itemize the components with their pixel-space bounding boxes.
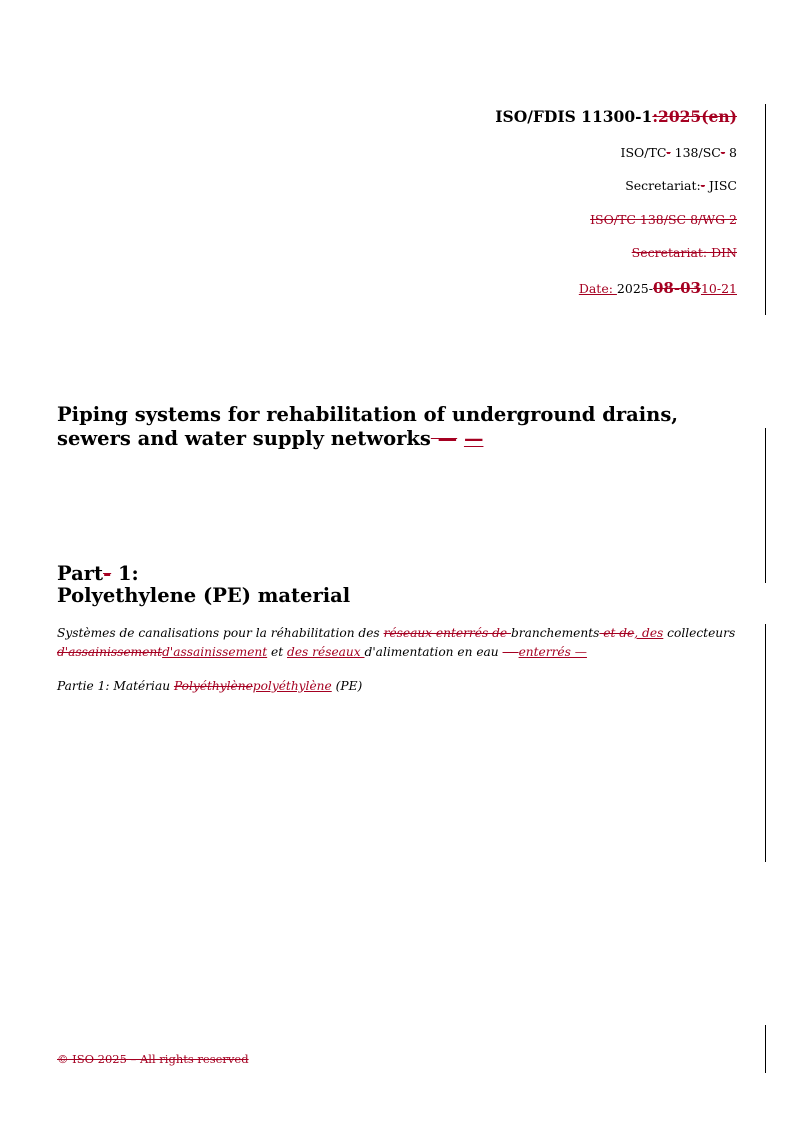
- fr-deleted-2: et de: [599, 626, 635, 640]
- document-title: [57, 403, 747, 451]
- change-bar-footer: [765, 1025, 766, 1073]
- part-number: 1:: [111, 562, 139, 585]
- title-space: [457, 427, 464, 450]
- document-date: [579, 279, 737, 297]
- fr-part-prefix: Partie 1: Matériau: [57, 679, 174, 693]
- date-label: Date:: [578, 281, 617, 296]
- committee-sc: 138/SC: [670, 145, 721, 160]
- fr-inserted-1: , des: [634, 626, 664, 640]
- part-deleted-hyphen: -: [103, 562, 112, 585]
- fr-text-3: collecteurs: [663, 626, 736, 640]
- fr-text-2: branchements: [510, 626, 600, 640]
- fr-part-inserted: polyéthylène: [252, 679, 332, 693]
- secretariat-label: Secretariat:: [625, 178, 701, 193]
- change-bar-french: [765, 624, 766, 862]
- part-number-line: [57, 563, 350, 585]
- fr-text-1: Systèmes de canalisations pour la réhabilitation des: [57, 626, 384, 640]
- committee-deleted-hyphen: -: [666, 145, 671, 160]
- fr-inserted-3: des réseaux: [287, 645, 365, 659]
- committee-tc: ISO/TC: [620, 145, 667, 160]
- document-id-deleted: :2025(en): [652, 107, 737, 126]
- date-old-deleted: 08-03: [652, 279, 701, 297]
- french-part-title: [57, 677, 757, 696]
- fr-part-deleted: Polyéthylène: [173, 679, 253, 693]
- secretariat-value: JISC: [704, 178, 737, 193]
- copyright-deleted: © ISO 2025 – All rights reserved: [57, 1052, 249, 1066]
- secretariat: [625, 178, 737, 193]
- committee-number: 8: [725, 145, 737, 160]
- title-text: Piping systems for rehabilitation of underground drains, sewers and water supply networks: [57, 403, 679, 450]
- date-year: 2025-: [616, 281, 653, 296]
- fr-text-5: d'alimentation en eau: [364, 645, 503, 659]
- working-group-deleted: ISO/TC 138/SC 8/WG 2: [590, 212, 737, 227]
- fr-inserted-2: d'assainissement: [162, 645, 268, 659]
- secretariat-deleted-hyphen: -: [700, 178, 705, 193]
- fr-part-suffix: (PE): [331, 679, 363, 693]
- part-subtitle: Polyethylene (PE) material: [57, 584, 351, 607]
- french-title: [57, 624, 757, 662]
- document-id-main: ISO/FDIS 11300-1: [495, 107, 653, 126]
- document-id: [495, 107, 737, 126]
- fr-deleted-3: d'assainissement: [57, 645, 163, 659]
- secretariat-deleted: Secretariat: DIN: [631, 245, 737, 260]
- fr-deleted-1: réseaux enterrés de: [383, 626, 511, 640]
- fr-deleted-4: —: [502, 645, 519, 659]
- committee-reference: [621, 145, 737, 160]
- fr-text-4: et: [267, 645, 288, 659]
- change-bar-title: [765, 428, 766, 583]
- committee-deleted-hyphen-2: -: [720, 145, 726, 160]
- title-deleted-dash: —: [430, 427, 458, 450]
- change-bar-header: [765, 104, 766, 315]
- fr-inserted-4: enterrés —: [518, 645, 587, 659]
- title-inserted-dash: —: [463, 427, 484, 450]
- date-new-inserted: 10-21: [700, 281, 737, 296]
- part-heading: [57, 563, 350, 607]
- part-label: Part: [57, 562, 104, 585]
